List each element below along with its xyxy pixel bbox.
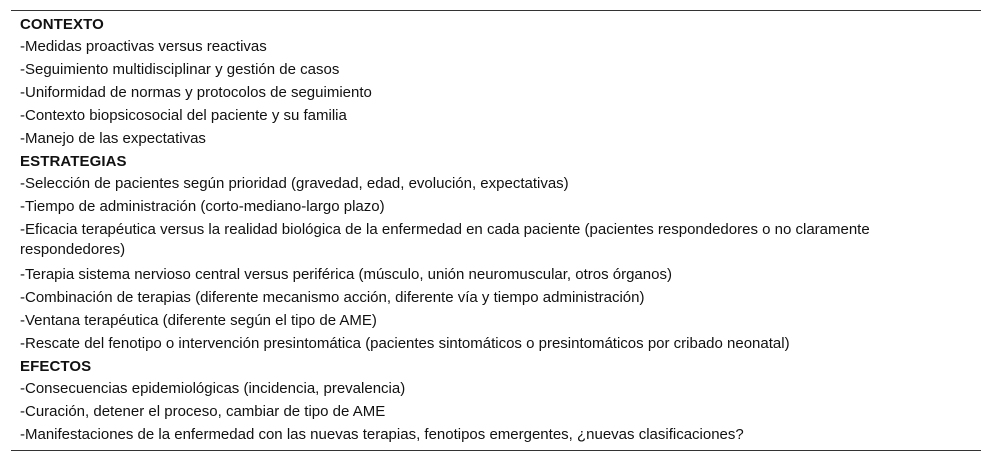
list-item: -Contexto biopsicosocial del paciente y su familia [20,107,347,124]
list-item: -Combinación de terapias (diferente mecanismo acción, diferente vía y tiempo administración) [20,289,645,306]
list-item: -Selección de pacientes según prioridad (gravedad, edad, evolución, expectativas) [20,175,569,192]
content-table [11,10,981,451]
list-item: -Terapia sistema nervioso central versus periférica (músculo, unión neuromuscular, otros órganos) [20,266,672,283]
list-item: -Manifestaciones de la enfermedad con las nuevas terapias, fenotipos emergentes, ¿nuevas clasificaciones? [20,426,744,443]
section-estrategias [20,151,950,355]
section-efectos [20,356,950,446]
section-heading: CONTEXTO [20,16,104,33]
list-item: -Manejo de las expectativas [20,130,206,147]
list-item: -Uniformidad de normas y protocolos de seguimiento [20,84,372,101]
list-item: -Medidas proactivas versus reactivas [20,38,267,55]
list-item: -Ventana terapéutica (diferente según el tipo de AME) [20,312,377,329]
section-heading: ESTRATEGIAS [20,153,127,170]
list-item: -Tiempo de administración (corto-mediano-largo plazo) [20,198,385,215]
list-item: -Rescate del fenotipo o intervención presintomática (pacientes sintomáticos o presintomáticos por cribado neonatal) [20,335,790,352]
list-item: -Seguimiento multidisciplinar y gestión de casos [20,61,340,78]
list-item: -Curación, detener el proceso, cambiar de tipo de AME [20,403,386,420]
section-heading: EFECTOS [20,358,92,375]
list-item: -Eficacia terapéutica versus la realidad biológica de la enfermedad en cada paciente (pacientes respondedores o no claramente respondedores) [20,221,870,258]
table-body [20,14,950,447]
section-contexto [20,14,950,150]
list-item: -Consecuencias epidemiológicas (incidencia, prevalencia) [20,380,406,397]
